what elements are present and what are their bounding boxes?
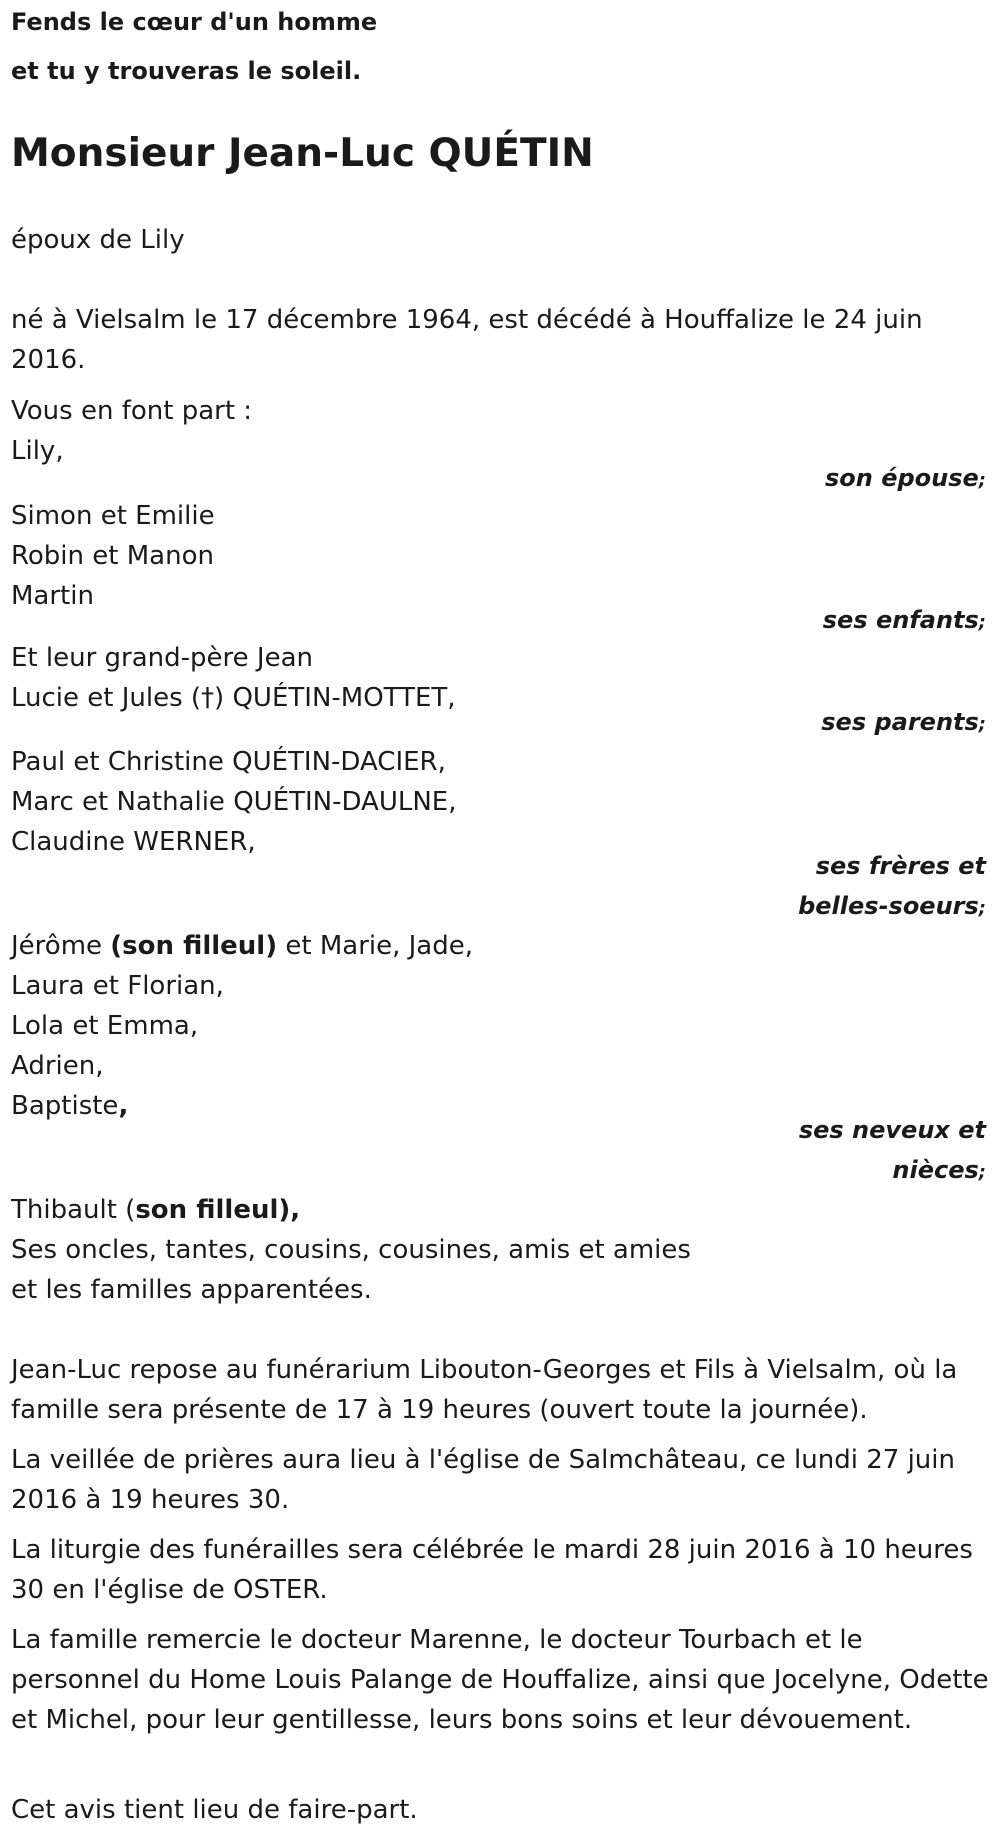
nephew-2: Laura et Florian, bbox=[11, 971, 224, 1001]
relation-siblings-1: ses frères et bbox=[815, 852, 986, 880]
notice-funeral: La liturgie des funérailles sera célébrée le mardi 28 juin 2016 à 10 heures 30 en l'église de OSTER. bbox=[11, 1535, 973, 1605]
child-3: Martin bbox=[11, 581, 94, 611]
others-2: et les familles apparentées. bbox=[11, 1275, 372, 1305]
notice-prayer: La veillée de prières aura lieu à l'église de Salmchâteau, ce lundi 27 juin 2016 à 19 heures 30. bbox=[11, 1445, 955, 1515]
announce-line: Vous en font part : bbox=[11, 396, 253, 426]
relation-nephews-2: nièces; bbox=[892, 1156, 986, 1184]
motto-line-1: Fends le cœur d'un homme bbox=[11, 8, 378, 36]
notice-wake: Jean-Luc repose au funérarium Libouton-Georges et Fils à Vielsalm, où la famille sera présente de 17 à 19 heures (ouvert toute la journée). bbox=[11, 1355, 958, 1425]
relation-parents: ses parents; bbox=[821, 708, 986, 736]
parents-2: Lucie et Jules (†) QUÉTIN-MOTTET, bbox=[11, 683, 456, 713]
spouse-of: époux de Lily bbox=[11, 225, 185, 255]
nephew-1: Jérôme (son filleul) et Marie, Jade, bbox=[11, 931, 473, 961]
deceased-name: Monsieur Jean-Luc QUÉTIN bbox=[11, 131, 594, 176]
others-1: Ses oncles, tantes, cousins, cousines, amis et amies bbox=[11, 1235, 691, 1265]
motto-line-2: et tu y trouveras le soleil. bbox=[11, 57, 362, 85]
relation-siblings-2: belles-soeurs; bbox=[798, 892, 986, 920]
nephew-3: Lola et Emma, bbox=[11, 1011, 199, 1041]
notice-closing: Cet avis tient lieu de faire-part. bbox=[11, 1795, 418, 1825]
child-2: Robin et Manon bbox=[11, 541, 214, 571]
nephew-5: Baptiste, bbox=[11, 1091, 129, 1121]
birth-death: né à Vielsalm le 17 décembre 1964, est décédé à Houffalize le 24 juin 2016. bbox=[11, 305, 923, 375]
notice-thanks: La famille remercie le docteur Marenne, le docteur Tourbach et le personnel du Home Louis Palange de Houffalize, ainsi que Jocelyne, Odette et Michel, pour leur gentillesse, leurs bons soins et leur dévouement. bbox=[11, 1625, 989, 1735]
relation-nephews-1: ses neveux et bbox=[798, 1116, 986, 1144]
child-1: Simon et Emilie bbox=[11, 501, 215, 531]
relation-children: ses enfants; bbox=[822, 606, 986, 634]
parents-1: Et leur grand-père Jean bbox=[11, 643, 313, 673]
sibling-1: Paul et Christine QUÉTIN-DACIER, bbox=[11, 747, 446, 777]
relation-spouse: son épouse; bbox=[824, 464, 986, 492]
spouse-name: Lily, bbox=[11, 436, 64, 466]
sibling-2: Marc et Nathalie QUÉTIN-DAULNE, bbox=[11, 787, 457, 817]
thibault-line: Thibault (son filleul), bbox=[11, 1195, 301, 1225]
nephew-4: Adrien, bbox=[11, 1051, 104, 1081]
sibling-3: Claudine WERNER, bbox=[11, 827, 256, 857]
